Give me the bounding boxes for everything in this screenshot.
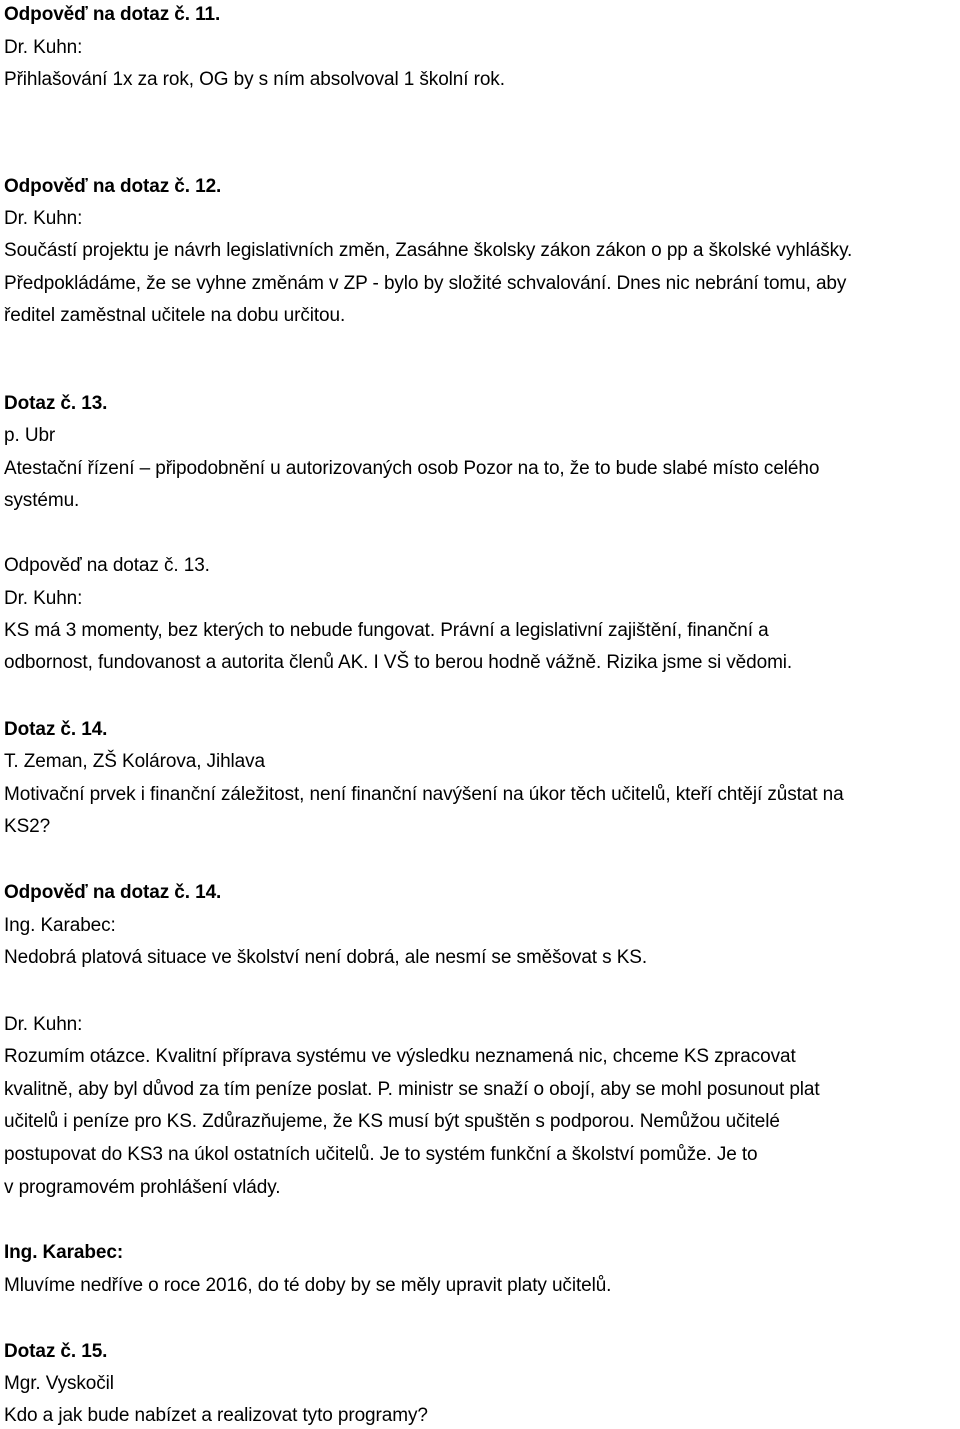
section-heading: Dotaz č. 13. <box>4 393 108 414</box>
section-heading: Odpověď na dotaz č. 14. <box>4 882 222 903</box>
section-heading: Odpověď na dotaz č. 13. <box>4 555 210 576</box>
speaker-label: Dr. Kuhn: <box>4 588 83 609</box>
paragraph-line: odbornost, fundovanost a autorita členů AK. I VŠ to berou hodně vážně. Rizika jsme si vědomi. <box>4 652 793 673</box>
speaker-label: Dr. Kuhn: <box>4 1014 83 1035</box>
paragraph-line: Atestační řízení – připodobnění u autorizovaných osob Pozor na to, že to bude slabé místo celého <box>4 458 820 479</box>
speaker-label: T. Zeman, ZŠ Kolárova, Jihlava <box>4 751 265 772</box>
section-heading: Odpověď na dotaz č. 12. <box>4 176 222 197</box>
paragraph-line: systému. <box>4 490 80 511</box>
paragraph-line: postupovat do KS3 na úkol ostatních učitelů. Je to systém funkční a školství pomůže. Je to <box>4 1144 758 1165</box>
paragraph-line: KS má 3 momenty, bez kterých to nebude fungovat. Právní a legislativní zajištění, finanční a <box>4 620 769 641</box>
paragraph-line: Kdo a jak bude nabízet a realizovat tyto programy? <box>4 1405 428 1426</box>
paragraph-line: Mluvíme nedříve o roce 2016, do té doby by se měly upravit platy učitelů. <box>4 1275 612 1296</box>
paragraph-line: KS2? <box>4 816 51 837</box>
paragraph-line: učitelů i peníze pro KS. Zdůrazňujeme, že KS musí být spuštěn s podporou. Nemůžou učitelé <box>4 1111 780 1132</box>
paragraph-line: Předpokládáme, že se vyhne změnám v ZP - bylo by složité schvalování. Dnes nic nebrání tomu, aby <box>4 273 847 294</box>
speaker-label: Ing. Karabec: <box>4 1242 124 1263</box>
paragraph-line: Součástí projektu je návrh legislativních změn, Zasáhne školsky zákon zákon o pp a školské vyhlášky. <box>4 240 853 261</box>
paragraph-line: Motivační prvek i finanční záležitost, není finanční navýšení na úkor těch učitelů, kteří chtějí zůstat na <box>4 784 844 805</box>
speaker-label: Dr. Kuhn: <box>4 37 83 58</box>
paragraph-line: Přihlašování 1x za rok, OG by s ním absolvoval 1 školní rok. <box>4 69 505 90</box>
paragraph-line: Rozumím otázce. Kvalitní příprava systému ve výsledku neznamená nic, chceme KS zpracovat <box>4 1046 796 1067</box>
section-heading: Dotaz č. 15. <box>4 1341 108 1362</box>
speaker-label: Dr. Kuhn: <box>4 208 83 229</box>
section-heading: Odpověď na dotaz č. 11. <box>4 4 221 25</box>
paragraph-line: v programovém prohlášení vlády. <box>4 1177 281 1198</box>
paragraph-line: Nedobrá platová situace ve školství není dobrá, ale nesmí se směšovat s KS. <box>4 947 648 968</box>
paragraph-line: kvalitně, aby byl důvod za tím peníze poslat. P. ministr se snaží o obojí, aby se mohl posunout plat <box>4 1079 820 1100</box>
speaker-label: Mgr. Vyskočil <box>4 1373 114 1394</box>
speaker-label: Ing. Karabec: <box>4 915 116 936</box>
paragraph-line: ředitel zaměstnal učitele na dobu určitou. <box>4 305 346 326</box>
speaker-label: p. Ubr <box>4 425 56 446</box>
section-heading: Dotaz č. 14. <box>4 719 108 740</box>
